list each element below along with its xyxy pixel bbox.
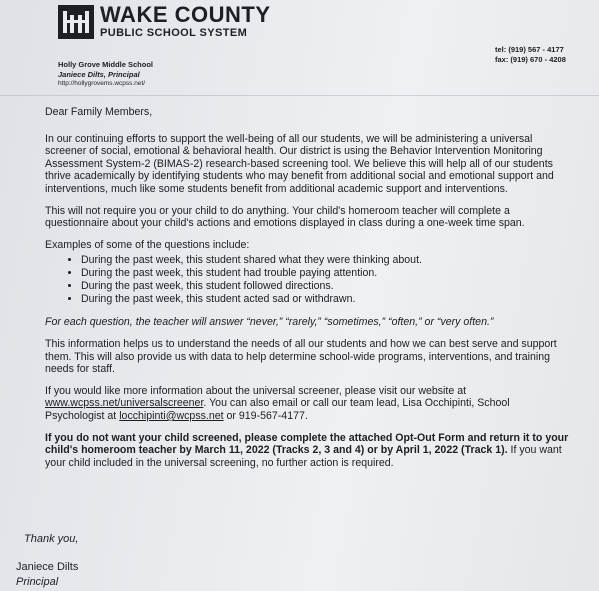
school-name: Holly Grove Middle School (58, 60, 154, 69)
opt-out-note: If you want your child included in the universal screening, no further action is required. (45, 444, 562, 469)
signature-title: Principal (16, 576, 59, 588)
paragraph-no-action: This will not require you or your child to do anything. Your child's homeroom teacher will complete a questionnaire about your child's actions and emotions displayed in class during a one-week time span. (45, 204, 525, 230)
letter-body (45, 106, 570, 478)
district-subtitle: PUBLIC SCHOOL SYSTEM (100, 27, 248, 39)
fax: fax: (919) 670 - 4208 (495, 55, 566, 64)
list-item: • During the past week, this student had trouble paying attention. (81, 267, 570, 280)
greeting: Dear Family Members, (45, 106, 153, 118)
phone-text: or 919-567-4177. (223, 409, 308, 422)
paragraph-purpose: This information helps us to understand the needs of all our students and how we can best serve and support them. This will also provide us with data to help determine school-wide programs, interventions, and training needs for staff. (45, 337, 557, 376)
telephone: tel: (919) 567 - 4177 (495, 45, 564, 54)
list-item: • During the past week, this student acted sad or withdrawn. (81, 293, 570, 306)
contact-info (495, 45, 566, 65)
paragraph-opt-out (45, 432, 570, 470)
more-info-text: . You can also email or call our team lead, Lisa Occhipinti, School Psychologist at (45, 397, 510, 422)
paragraph-screening: In our continuing efforts to support the well-being of all our students, we will be administering a universal screener of social, emotional & behavioral health. Our district is using the Behavior Intervention Monitoring Assessment System-2 (BIMAS-2) research-based screening tool. We believe this will help all of our students thrive academically by identifying students who may benefit from additional social and emotional support and interventions, much like some students benefit from additional academic support and interventions. (45, 132, 554, 195)
school-info (58, 60, 153, 89)
district-logo (58, 4, 271, 39)
closing: Thank you, (24, 533, 79, 545)
screener-website-link[interactable]: www.wcpss.net/universalscreener (45, 397, 204, 410)
answer-scale-note: For each question, the teacher will answer “never,” “rarely,” “sometimes,” “often,” or “very often.” (45, 316, 494, 329)
signature-name: Janiece Dilts (16, 561, 79, 573)
email-link[interactable]: locchipinti@wcpss.net (119, 409, 224, 422)
district-name: WAKE COUNTY (100, 2, 271, 27)
examples-list (45, 254, 570, 306)
list-item: • During the past week, this student shared what they were thinking about. (81, 254, 570, 267)
opt-out-instructions: If you do not want your child screened, please complete the attached Opt-Out Form and return it to your child's homeroom teacher by March 11, 2022 (Tracks 2, 3 and 4) or by April 1, 2022 (Track 1). (45, 431, 569, 457)
school-website: http://hollygrovems.wcpss.net/ (58, 80, 146, 87)
list-item: • During the past week, this student followed directions. (81, 280, 570, 293)
district-emblem-icon (58, 5, 94, 39)
principal-line: Janiece Dilts, Principal (58, 69, 140, 79)
paper-fold (0, 95, 599, 96)
more-info-text: If you would like more information about the universal screener, please visit our website at (45, 384, 467, 397)
paragraph-more-info (45, 385, 570, 423)
examples-intro: Examples of some of the questions include: (45, 238, 250, 251)
